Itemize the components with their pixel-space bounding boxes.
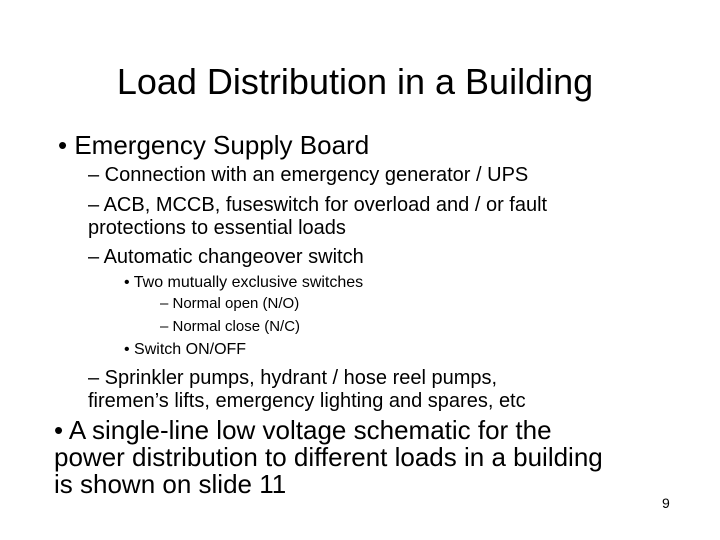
sub-sub-bullet-two-switches: • Two mutually exclusive switches [124, 274, 364, 291]
sub-bullet-automatic-changeover: – Automatic changeover switch [88, 246, 364, 268]
sub-bullet-sprinkler-line-1: – Sprinkler pumps, hydrant / hose reel pumps, [88, 367, 498, 389]
bullet-emergency-supply-board: • Emergency Supply Board [58, 130, 370, 160]
sub-sub-bullet-switch-on-off: • Switch ON/OFF [124, 341, 247, 358]
bullet-schematic-line-1: • A single-line low voltage schematic for the [54, 415, 552, 445]
sub-bullet-acb-line-1: – ACB, MCCB, fuseswitch for overload and / or fault [88, 194, 548, 216]
sub-bullet-acb-line-2: protections to essential loads [88, 217, 346, 239]
bullet-schematic-line-3: is shown on slide 11 [54, 469, 287, 499]
bullet-schematic-line-2: power distribution to different loads in a building [54, 442, 603, 472]
sub-bullet-sprinkler-line-2: firemen’s lifts, emergency lighting and spares, etc [88, 390, 526, 412]
slide-title: Load Distribution in a Building [116, 61, 594, 102]
page-number: 9 [662, 495, 670, 511]
level4-normal-open: – Normal open (N/O) [160, 295, 300, 312]
sub-bullet-connection: – Connection with an emergency generator / UPS [88, 164, 529, 186]
level4-normal-close: – Normal close (N/C) [160, 318, 301, 335]
